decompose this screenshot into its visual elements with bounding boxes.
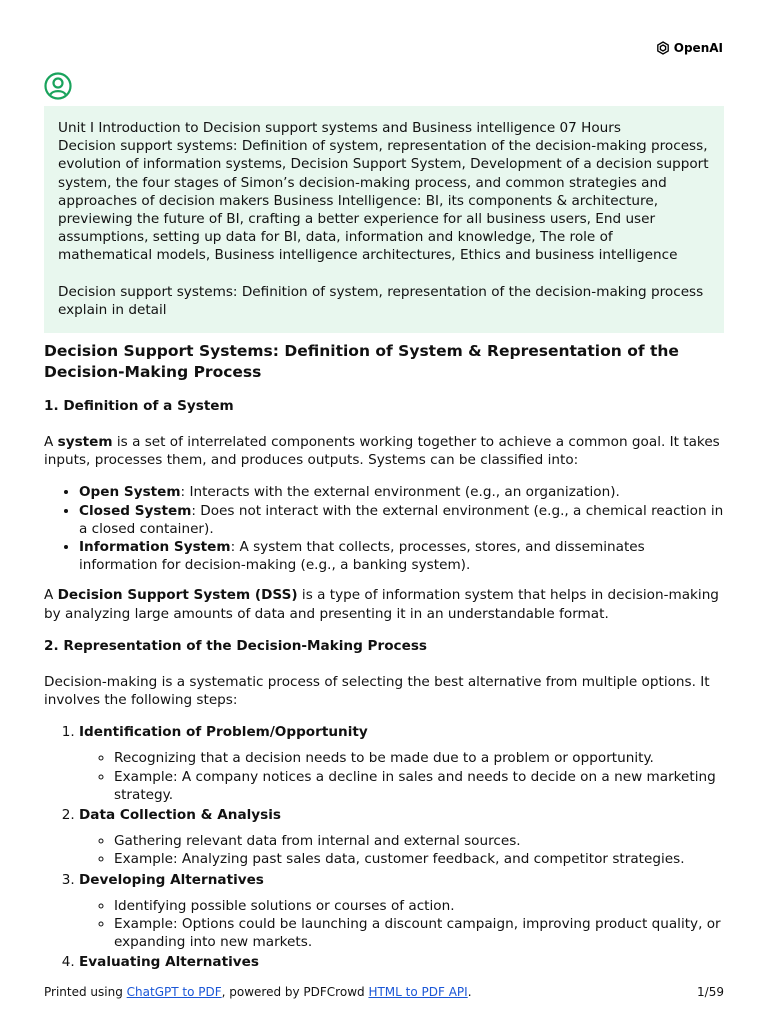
process-intro-paragraph: Decision-making is a systematic process of selecting the best alternative from multiple options. It involves the following steps: <box>44 673 710 709</box>
footer-credit: Printed using ChatGPT to PDF, powered by PDFCrowd HTML to PDF API. <box>44 985 472 999</box>
section-heading-definition: 1. Definition of a System <box>44 398 234 414</box>
list-item: • Closed System: Does not interact with the external environment (e.g., a chemical reaction in a closed container). <box>79 502 724 538</box>
process-steps-list <box>44 723 724 971</box>
html-to-pdf-api-link[interactable]: HTML to PDF API <box>368 985 468 999</box>
response-title: Decision Support Systems: Definition of System & Representation of the Decision-Making Process <box>44 342 679 381</box>
list-item: ◦ Example: Options could be launching a discount campaign, improving product quality, or expanding into new markets. <box>114 915 724 951</box>
openai-logo-icon <box>655 40 671 56</box>
process-step <box>79 723 724 804</box>
system-types-list <box>44 483 724 574</box>
process-step <box>79 953 724 971</box>
list-item: ◦ Recognizing that a decision needs to be made due to a problem or opportunity. <box>114 749 724 767</box>
prompt-paragraph: Unit I Introduction to Decision support systems and Business intelligence 07 Hours Decision support systems: Definition of system, representation of the decision-making process, evolution of information systems, Decision Support System, Development of a decision support system, the four stages of Simon’s decision-making process, and common strategies and approaches of decision makers Business Intelligence: BI, its components & architecture, previewing the future of BI, crafting a better experience for all business users, End user assumptions, setting up data for BI, data, information and knowledge, The role of mathematical models, Business intelligence architectures, Ethics and business intelligence <box>58 120 709 264</box>
list-item: ◦ Identifying possible solutions or courses of action. <box>114 897 724 915</box>
chatgpt-to-pdf-link[interactable]: ChatGPT to PDF <box>126 985 222 999</box>
step-title: 2. Data Collection & Analysis <box>79 807 282 824</box>
process-step <box>79 806 724 869</box>
step-title: 3. Developing Alternatives <box>79 871 264 888</box>
assistant-response <box>44 341 724 980</box>
dss-definition-paragraph: A Decision Support System (DSS) is a type of information system that helps in decision-making by analyzing large amounts of data and presenting it in an understandable format. <box>44 587 719 622</box>
page-number: 1/59 <box>697 985 724 999</box>
user-prompt-box <box>44 106 724 333</box>
brand-name: OpenAI <box>673 41 723 55</box>
process-step <box>79 871 724 952</box>
list-item: ◦ Example: Analyzing past sales data, customer feedback, and competitor strategies. <box>114 850 724 868</box>
page-footer <box>44 985 724 999</box>
user-avatar-icon <box>44 72 72 100</box>
prompt-question: Decision support systems: Definition of system, representation of the decision-making process explain in detail <box>58 283 704 318</box>
openai-brand <box>655 40 723 56</box>
step-title: 1. Identification of Problem/Opportunity <box>79 724 368 741</box>
list-item: ◦ Example: A company notices a decline in sales and needs to decide on a new marketing strategy. <box>114 768 724 804</box>
step-title: 4. Evaluating Alternatives <box>79 954 259 971</box>
list-item: ◦ Gathering relevant data from internal and external sources. <box>114 832 724 850</box>
section-heading-process: 2. Representation of the Decision-Making Process <box>44 637 428 654</box>
list-item: • Open System: Interacts with the external environment (e.g., an organization). <box>79 483 724 501</box>
system-definition-paragraph: A system is a set of interrelated components working together to achieve a common goal. It takes inputs, processes them, and produces outputs. Systems can be classified into: <box>44 434 720 469</box>
list-item: • Information System: A system that collects, processes, stores, and disseminates information for decision-making (e.g., a banking system). <box>79 538 724 574</box>
